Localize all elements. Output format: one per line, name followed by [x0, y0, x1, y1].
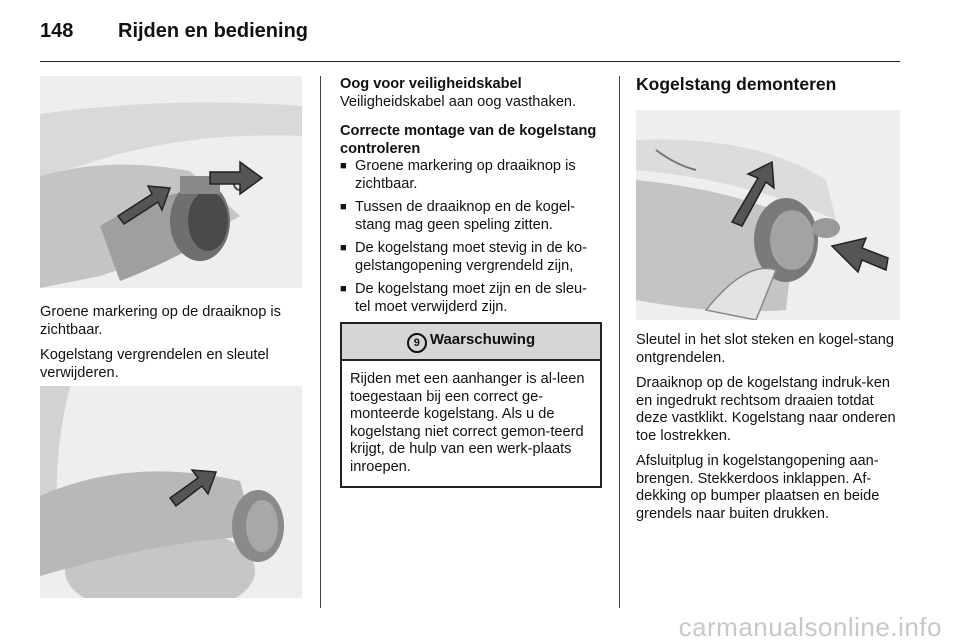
warning-icon: 9	[407, 333, 427, 353]
figure-towbar-remove	[636, 110, 900, 320]
figure-towbar-locked	[40, 386, 302, 598]
figure-towbar-knob	[40, 76, 302, 288]
column-2	[340, 76, 602, 488]
warning-header	[342, 324, 600, 361]
column-3-text	[636, 332, 902, 531]
warning-title: Waarschuwing	[429, 331, 536, 348]
list-item: ■ Tussen de draaiknop en de kogel-stang mag geen speling zitten.	[340, 199, 602, 234]
caption-green-marking: Groene markering op de draaiknop is zichtbaar.	[40, 304, 281, 338]
column-divider-2	[619, 76, 620, 608]
illustration-towbar-remove	[636, 110, 900, 320]
column-divider-1	[320, 76, 321, 608]
column-1-text	[40, 304, 304, 390]
check-heading: Correcte montage van de kogelstang controleren	[340, 123, 597, 157]
list-item: ■ Groene markering op draaiknop is zichtbaar.	[340, 158, 602, 193]
header-rule	[40, 61, 900, 62]
warning-text: Rijden met een aanhanger is al-leen toegestaan bij een correct ge-monteerde kogelstang. Als u de kogelstang niet correct gemon-teerd krijgt, de hulp van een werk-plaats inroepen.	[350, 371, 585, 475]
list-item: ■ De kogelstang moet stevig in de ko-gelstangopening vergrendeld zijn,	[340, 240, 602, 275]
paragraph-turn-knob: Draaiknop op de kogelstang indruk-ken en ingedrukt rechtsom draaien totdat deze vastklikt. Kogelstang naar onderen toe lostrekken.	[636, 375, 896, 444]
illustration-towbar-knob	[40, 76, 302, 288]
illustration-towbar-locked	[40, 386, 302, 598]
section-title: Kogelstang demonteren	[636, 74, 837, 94]
eye-text: Veiligheidskabel aan oog vasthaken.	[340, 93, 577, 110]
watermark: carmanualsonline.info	[678, 612, 942, 642]
paragraph-close-plug: Afsluitplug in kogelstangopening aan-brengen. Stekkerdoos inklappen. Af-dekking op bumper plaatsen en beide grendels naar buiten drukken.	[636, 453, 880, 522]
page-number: 148	[40, 20, 74, 42]
paragraph-unlock: Sleutel in het slot steken en kogel-stang ontgrendelen.	[636, 332, 894, 366]
column-3	[636, 76, 902, 102]
caption-lock-remove-key: Kogelstang vergrendelen en sleutel verwijderen.	[40, 347, 269, 381]
page-title: Rijden en bediening	[118, 20, 309, 42]
eye-heading: Oog voor veiligheidskabel	[340, 76, 522, 92]
check-list	[340, 158, 602, 316]
list-item: ■ De kogelstang moet zijn en de sleu-tel moet verwijderd zijn.	[340, 281, 602, 316]
warning-box	[340, 322, 602, 488]
page-header	[40, 20, 308, 50]
